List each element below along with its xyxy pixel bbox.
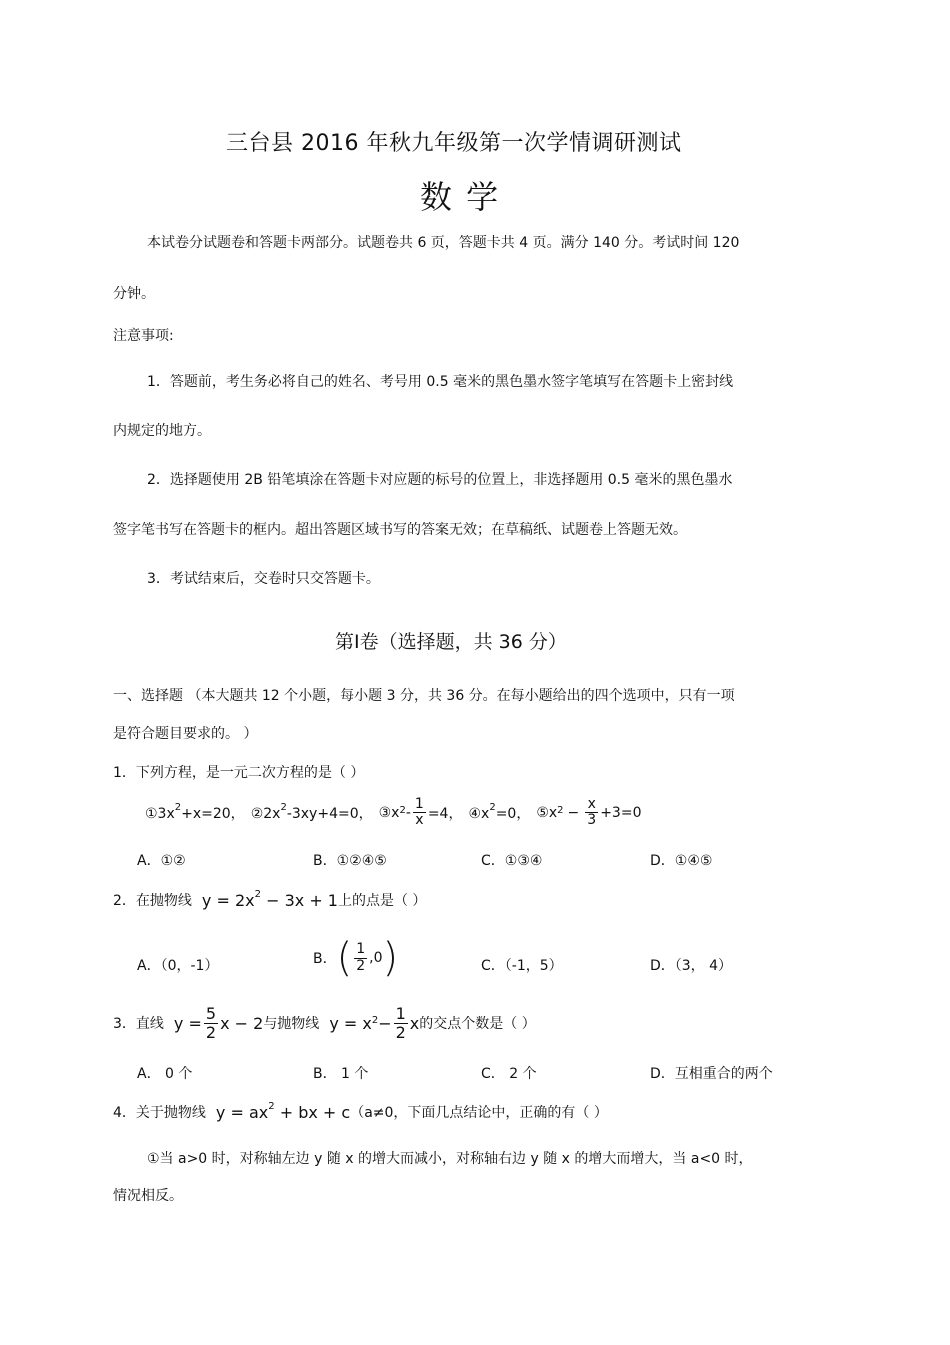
q1-eq5: ⑤x $^2$ − $\frac{x}{3}$ +3=0 — [536, 796, 642, 829]
note-2-line-2: 签字笔书写在答题卡的框内。超出答题区域书写的答案无效；在草稿纸、试题卷上答题无效。 — [113, 522, 687, 538]
note-3: 3．考试结束后，交卷时只交答题卡。 — [147, 571, 380, 587]
q1-eq4: $④x^2=0$， — [468, 802, 531, 822]
q1-option-a: A．①② — [137, 853, 186, 869]
q2-option-c: C．（-1，5） — [481, 958, 563, 974]
q1-eq2: $②2x^2-3xy+4=0$， — [250, 802, 373, 822]
part-1-instruction-1: 一、选择题 （本大题共 12 个小题，每小题 3 分，共 36 分。在每小题给出的四个选项中，只有一项 — [113, 688, 735, 704]
right-paren-icon: ) — [382, 935, 399, 981]
q3-line-fraction: $\frac{5}{2}$ — [205, 1004, 217, 1042]
q1-option-b: B．①②④⑤ — [313, 853, 387, 869]
q1-option-d: D．①④⑤ — [650, 853, 713, 869]
q1-eq5-fraction: $\frac{x}{3}$ — [587, 796, 597, 829]
q4-statement-1-line-2: 情况相反。 — [113, 1188, 183, 1204]
q3-option-b: B． 1 个 — [313, 1066, 369, 1082]
intro-line-1: 本试卷分试题卷和答题卡两部分。试题卷共 6 页，答题卡共 4 页。满分 140 分。考试时间 120 — [147, 235, 740, 251]
left-paren-icon: ( — [336, 935, 353, 981]
q4-stem: 4．关于抛物线 $y = ax^2$ + bx + c （a≠0，下面几点结论中，正确的有（ ） — [113, 1101, 608, 1122]
q1-eq3: ③x $^2$ - $\frac{1}{x}$ =4， — [378, 796, 463, 829]
note-1-line-2: 内规定的地方。 — [113, 423, 211, 439]
q2-stem: 2．在抛物线 $y = 2x^2 - 3x + 1$ 上的点是（ ） — [113, 889, 427, 910]
q2-option-b-fraction: $\frac{1}{2}$ — [356, 941, 366, 974]
q2-formula: $y = 2x^2 - 3x + 1$ — [201, 889, 338, 910]
part-1-instruction-2: 是符合题目要求的。 ） — [113, 726, 258, 742]
intro-line-2: 分钟。 — [113, 286, 155, 302]
q3-option-d: D．互相重合的两个 — [650, 1066, 773, 1082]
q1-equations — [145, 797, 641, 829]
q4-formula: $y = ax^2$ + bx + c — [215, 1101, 351, 1122]
notes-heading: 注意事项: — [113, 328, 174, 344]
q3-parabola-formula: y = x $^2$ − $\frac{1}{2}$ x — [329, 1004, 420, 1042]
q4-statement-1-line-1: ①当 a>0 时，对称轴左边 y 随 x 的增大而减小，对称轴右边 y 随 x 的增大而增大，当 a<0 时， — [147, 1151, 753, 1167]
q3-option-a: A． 0 个 — [137, 1066, 193, 1082]
q2-option-a: A．（0，-1） — [137, 958, 219, 974]
q1-eq3-fraction: $\frac{1}{x}$ — [414, 796, 424, 829]
subject-title: 数 学 — [420, 178, 501, 216]
exam-title: 三台县 2016 年秋九年级第一次学情调研测试 — [226, 131, 682, 156]
part-1-title: 第Ⅰ卷（选择题，共 36 分） — [335, 631, 567, 653]
q3-stem: 3．直线 y = $\frac{5}{2}$ x − 2 与抛物线 y = x $^2$ − $\frac{1}{2}$ x 的交点个数是（ ） — [113, 1004, 536, 1042]
q1-stem: 1．下列方程，是一元二次方程的是（ ） — [113, 765, 365, 781]
q3-parabola-fraction: $\frac{1}{2}$ — [395, 1004, 406, 1042]
note-2-line-1: 2．选择题使用 2B 铅笔填涂在答题卡对应题的标号的位置上，非选择题用 0.5 毫米的黑色墨水 — [147, 472, 733, 488]
q1-option-c: C．①③④ — [481, 853, 543, 869]
q2-option-b: B． ( $\frac{1}{2}$ ,0 ) — [313, 935, 399, 981]
q2-option-d: D．（3， 4） — [650, 958, 733, 974]
q1-eq1: $①3x^2+x=20$， — [145, 802, 245, 822]
q3-option-c: C． 2 个 — [481, 1066, 537, 1082]
note-1-line-1: 1．答题前，考生务必将自己的姓名、考号用 0.5 毫米的黑色墨水签字笔填写在答题卡上密封线 — [147, 374, 734, 390]
q3-line-formula: y = $\frac{5}{2}$ x − 2 — [173, 1004, 264, 1042]
